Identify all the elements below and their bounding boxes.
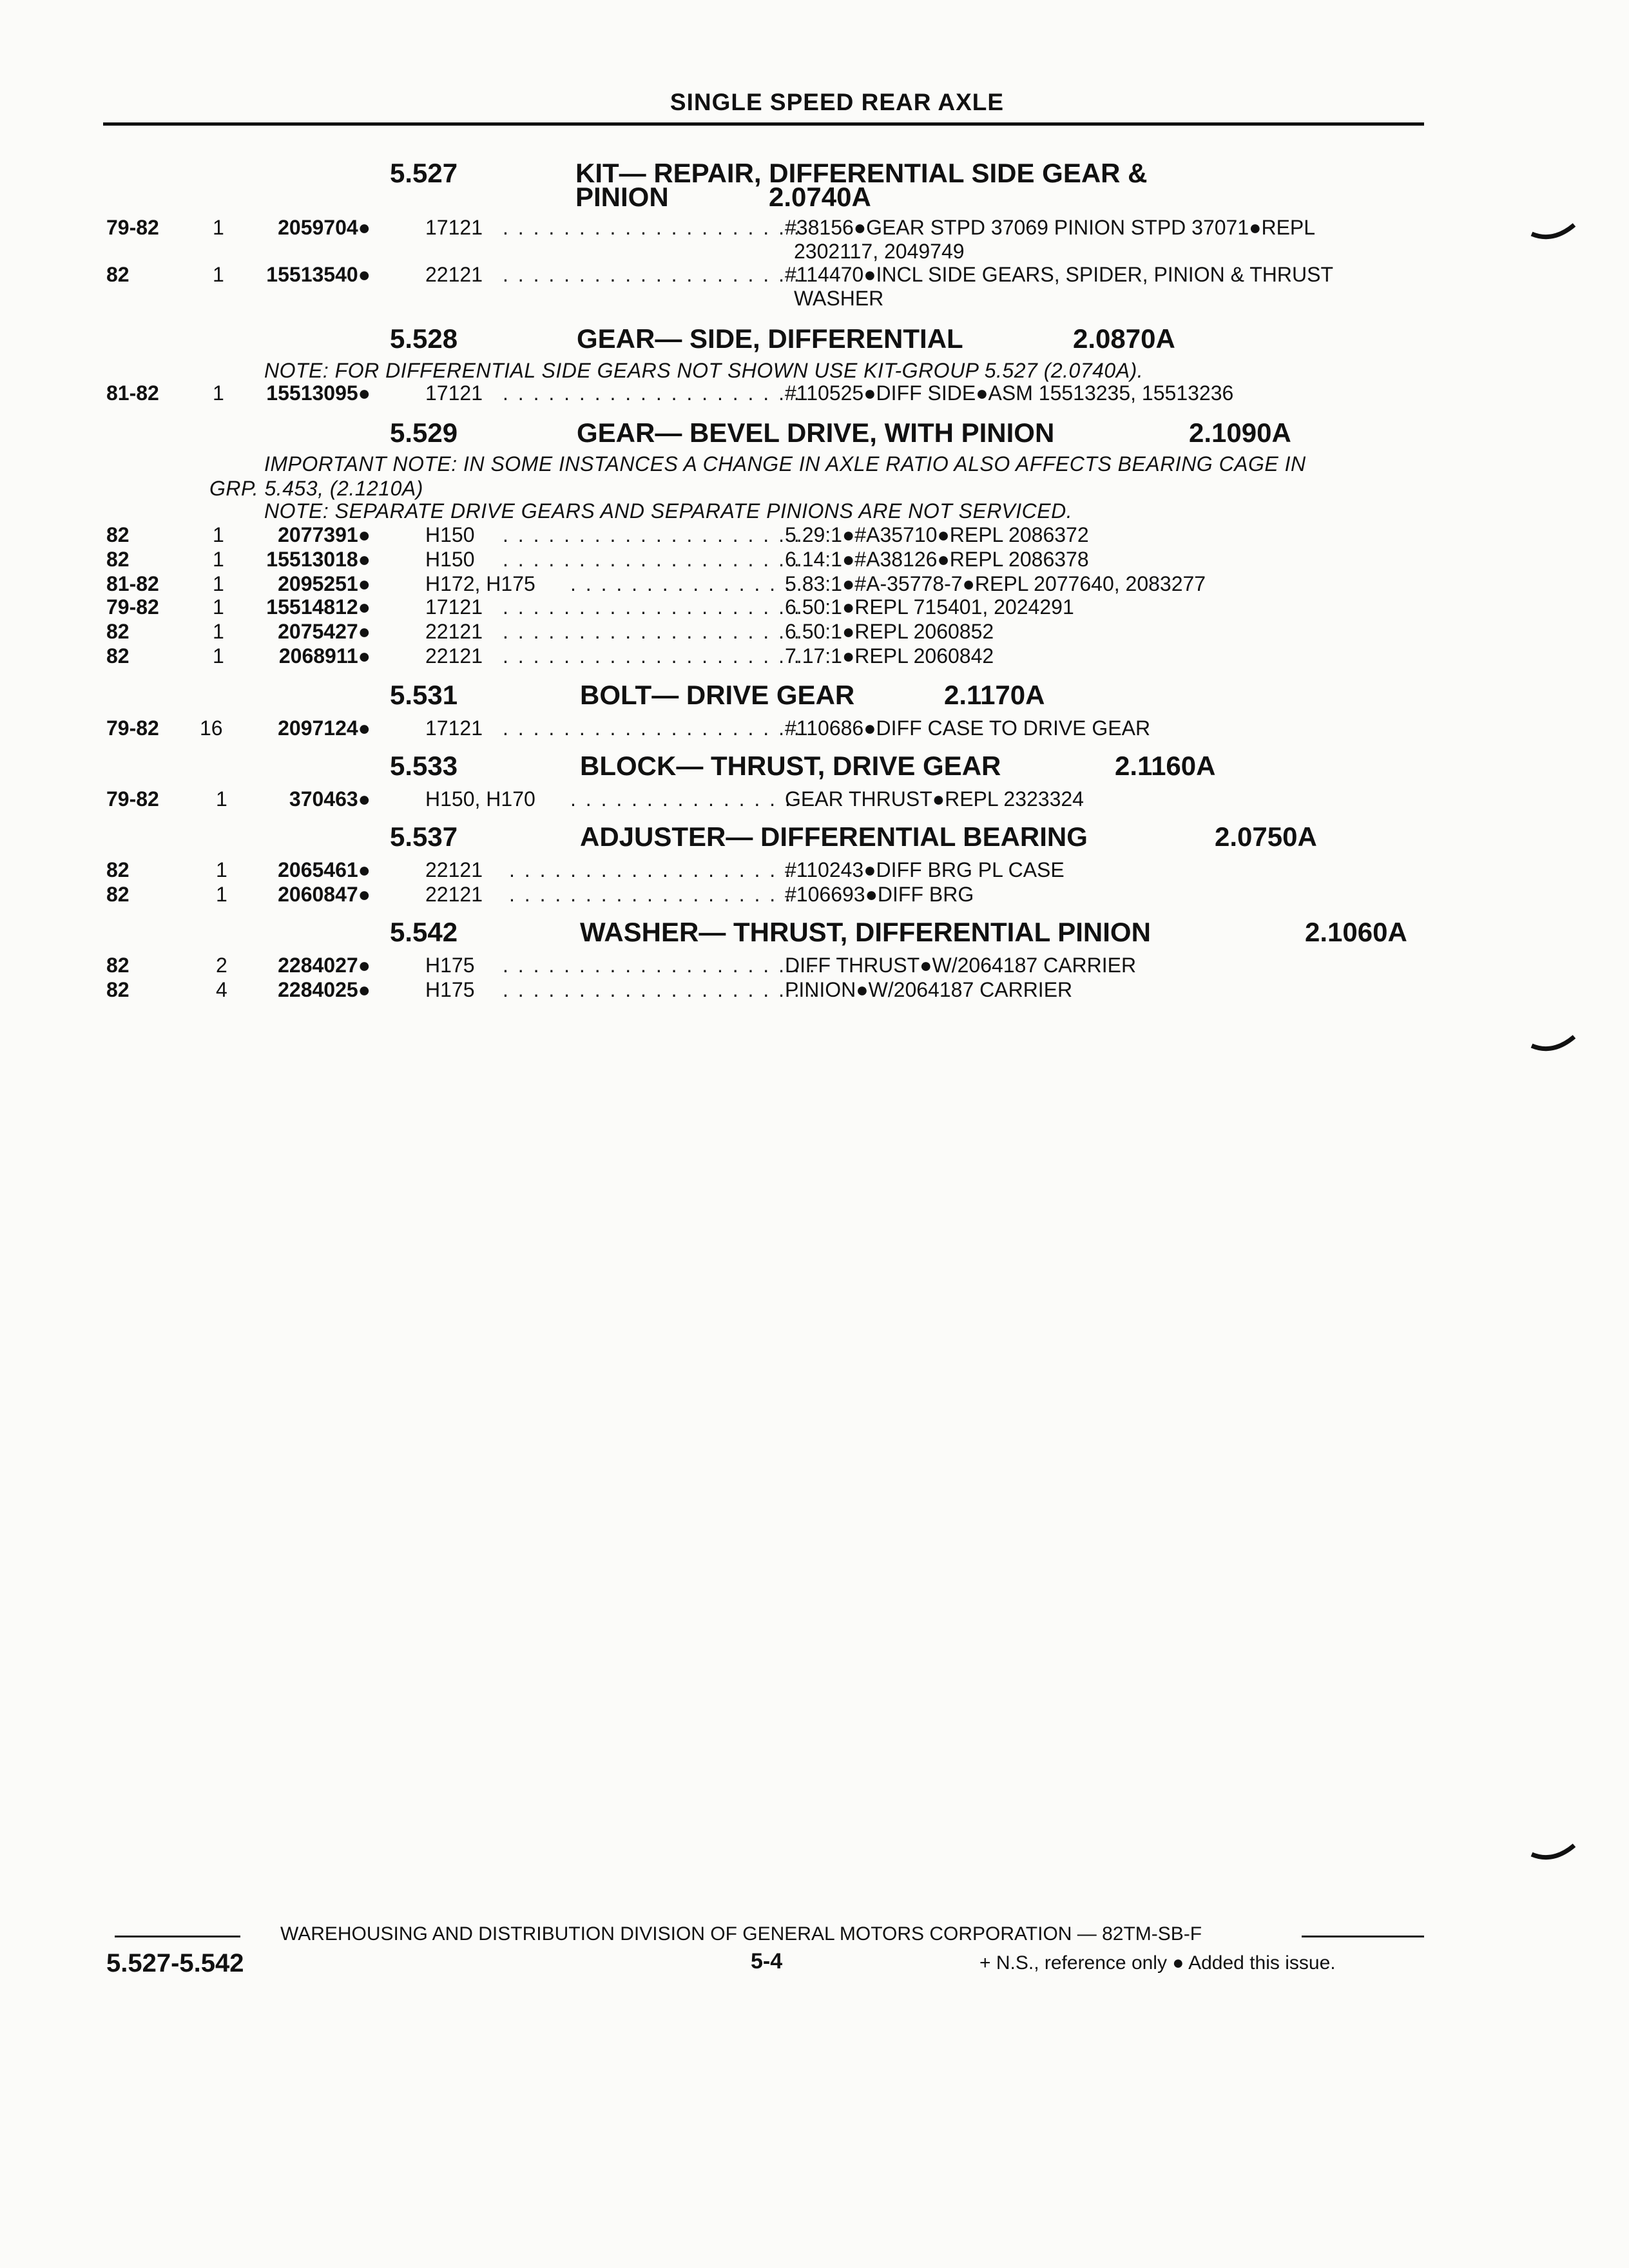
part-description: DIFF THRUST●W/2064187 CARRIER [785, 954, 1137, 977]
section-code: 2.1090A [1189, 418, 1291, 448]
dot-leader: . . . . . . . . . . . . . . . . . . . . [503, 548, 802, 571]
quantity: 1 [213, 644, 224, 668]
model-code: 22121 [425, 644, 483, 668]
quantity: 1 [213, 216, 224, 239]
year-range: 82 [106, 548, 130, 571]
year-range: 79-82 [106, 787, 159, 811]
footer-rule-left [115, 1936, 240, 1937]
model-code: H175 [425, 954, 475, 977]
model-code: H172, H175 [425, 572, 535, 595]
quantity: 1 [213, 523, 224, 546]
year-range: 82 [106, 858, 130, 881]
part-number: 2075427● [278, 620, 371, 643]
part-number: 2077391● [278, 523, 371, 546]
section-code: 2.1160A [1115, 751, 1216, 781]
quantity: 1 [216, 883, 227, 906]
part-number: 2068911● [278, 644, 371, 668]
quantity: 1 [213, 595, 224, 619]
section-code: 2.0870A [1073, 323, 1175, 354]
section-code: 2.0750A [1215, 822, 1317, 852]
year-range: 82 [106, 263, 130, 286]
footer-rule-right [1302, 1936, 1424, 1937]
part-number: 15513095● [266, 381, 371, 405]
year-range: 82 [106, 978, 130, 1001]
section-title: GEAR— BEVEL DRIVE, WITH PINION [577, 418, 1055, 448]
section-number: 5.527 [390, 158, 458, 188]
binder-mark-icon [1530, 222, 1576, 242]
part-number: 2284025● [278, 978, 371, 1001]
part-description: #106693●DIFF BRG [785, 883, 974, 906]
part-description: #110243●DIFF BRG PL CASE [785, 858, 1065, 881]
part-description: 5.29:1●#A35710●REPL 2086372 [785, 523, 1089, 546]
section-code: 2.0740A [769, 182, 871, 212]
dot-leader: . . . . . . . . . . . . . . . [570, 787, 793, 811]
part-description: #114470●INCL SIDE GEARS, SPIDER, PINION & THRUST [785, 263, 1333, 286]
footer-division: WAREHOUSING AND DISTRIBUTION DIVISION OF GENERAL MOTORS CORPORATION — 82TM-SB-F [280, 1923, 1202, 1945]
model-code: 17121 [425, 381, 483, 405]
part-number: 2097124● [278, 716, 371, 740]
section-number: 5.542 [390, 917, 458, 947]
part-description: 6.50:1●REPL 2060852 [785, 620, 994, 643]
dot-leader: . . . . . . . . . . . . . . . . . . . . [503, 595, 802, 619]
section-title-continued: PINION [575, 182, 669, 212]
binder-mark-icon [1530, 1843, 1576, 1862]
dot-leader: . . . . . . . . . . . . . . . . . . . . [503, 381, 802, 405]
model-code: 17121 [425, 216, 483, 239]
part-description: PINION●W/2064187 CARRIER [785, 978, 1073, 1001]
model-code: 17121 [425, 716, 483, 740]
dot-leader: . . . . . . . . . . . . . . . . . . . . [503, 216, 802, 239]
quantity: 1 [213, 572, 224, 595]
section-note-important-continued: GRP. 5.453, (2.1210A) [209, 477, 423, 500]
part-description-continued: WASHER [794, 287, 884, 310]
quantity: 1 [216, 858, 227, 881]
dot-leader: . . . . . . . . . . . . . . . [570, 572, 793, 595]
dot-leader: . . . . . . . . . . . . . . . . . . . . [503, 263, 802, 286]
dot-leader: . . . . . . . . . . . . . . . . . . . . [503, 644, 802, 668]
section-number: 5.533 [390, 751, 458, 781]
section-title: BLOCK— THRUST, DRIVE GEAR [580, 751, 1001, 781]
part-number: 15513018● [266, 548, 371, 571]
section-number: 5.537 [390, 822, 458, 852]
quantity: 1 [213, 548, 224, 571]
quantity: 16 [200, 716, 223, 740]
part-number: 15514812● [266, 595, 371, 619]
part-description: #110686●DIFF CASE TO DRIVE GEAR [785, 716, 1151, 740]
section-title: BOLT— DRIVE GEAR [580, 680, 855, 710]
year-range: 79-82 [106, 595, 159, 619]
header-rule [103, 122, 1424, 126]
year-range: 82 [106, 523, 130, 546]
quantity: 1 [213, 381, 224, 405]
dot-leader: . . . . . . . . . . . . . . . . . . . . [503, 620, 802, 643]
part-number: 2060847● [278, 883, 371, 906]
part-description: GEAR THRUST●REPL 2323324 [785, 787, 1084, 811]
dot-leader: . . . . . . . . . . . . . . . . . . . . . [503, 954, 817, 977]
footer-group-range: 5.527-5.542 [106, 1949, 244, 1977]
section-number: 5.531 [390, 680, 458, 710]
section-code: 2.1170A [944, 680, 1045, 710]
section-number: 5.529 [390, 418, 458, 448]
footer-legend: + N.S., reference only ● Added this issue. [979, 1952, 1336, 1974]
section-note: NOTE: SEPARATE DRIVE GEARS AND SEPARATE PINIONS ARE NOT SERVICED. [264, 499, 1073, 523]
quantity: 2 [216, 954, 227, 977]
dot-leader: . . . . . . . . . . . . . . . . . . . . [503, 716, 802, 740]
part-number: 2284027● [278, 954, 371, 977]
page-title: SINGLE SPEED REAR AXLE [670, 89, 1005, 115]
quantity: 1 [213, 263, 224, 286]
year-range: 79-82 [106, 216, 159, 239]
part-description: #38156●GEAR STPD 37069 PINION STPD 37071●REPL [785, 216, 1316, 239]
model-code: 22121 [425, 620, 483, 643]
part-number: 370463● [289, 787, 371, 811]
section-title: KIT— REPAIR, DIFFERENTIAL SIDE GEAR & [575, 158, 1148, 188]
model-code: H150 [425, 548, 475, 571]
section-title: WASHER— THRUST, DIFFERENTIAL PINION [580, 917, 1151, 947]
part-description: 6.14:1●#A38126●REPL 2086378 [785, 548, 1089, 571]
model-code: 22121 [425, 263, 483, 286]
part-number: 2095251● [278, 572, 371, 595]
year-range: 81-82 [106, 572, 159, 595]
year-range: 82 [106, 954, 130, 977]
section-number: 5.528 [390, 323, 458, 354]
binder-mark-icon [1530, 1034, 1576, 1053]
section-code: 2.1060A [1305, 917, 1407, 947]
model-code: 22121 [425, 858, 483, 881]
part-number: 15513540● [266, 263, 371, 286]
year-range: 81-82 [106, 381, 159, 405]
dot-leader: . . . . . . . . . . . . . . . . . . . . [503, 523, 802, 546]
part-description: #110525●DIFF SIDE●ASM 15513235, 15513236 [785, 381, 1234, 405]
part-number: 2065461● [278, 858, 371, 881]
quantity: 1 [213, 620, 224, 643]
section-title: ADJUSTER— DIFFERENTIAL BEARING [580, 822, 1088, 852]
part-description: 5.83:1●#A-35778-7●REPL 2077640, 2083277 [785, 572, 1206, 595]
model-code: H150 [425, 523, 475, 546]
dot-leader: . . . . . . . . . . . . . . . . . . . . [509, 883, 808, 906]
model-code: 17121 [425, 595, 483, 619]
section-note-important: IMPORTANT NOTE: IN SOME INSTANCES A CHANGE IN AXLE RATIO ALSO AFFECTS BEARING CAGE IN [264, 452, 1306, 476]
model-code: H175 [425, 978, 475, 1001]
section-note: NOTE: FOR DIFFERENTIAL SIDE GEARS NOT SHOWN USE KIT-GROUP 5.527 (2.0740A). [264, 359, 1144, 382]
model-code: 22121 [425, 883, 483, 906]
part-number: 2059704● [278, 216, 371, 239]
quantity: 4 [216, 978, 227, 1001]
section-title: GEAR— SIDE, DIFFERENTIAL [577, 323, 963, 354]
year-range: 82 [106, 883, 130, 906]
dot-leader: . . . . . . . . . . . . . . . . . . . . . [503, 978, 817, 1001]
quantity: 1 [216, 787, 227, 811]
dot-leader: . . . . . . . . . . . . . . . . . . . . [509, 858, 808, 881]
year-range: 82 [106, 620, 130, 643]
page-number: 5-4 [751, 1949, 783, 1974]
part-description: 7.17:1●REPL 2060842 [785, 644, 994, 668]
year-range: 79-82 [106, 716, 159, 740]
part-description-continued: 2302117, 2049749 [794, 240, 965, 263]
model-code: H150, H170 [425, 787, 535, 811]
year-range: 82 [106, 644, 130, 668]
part-description: 6.50:1●REPL 715401, 2024291 [785, 595, 1074, 619]
